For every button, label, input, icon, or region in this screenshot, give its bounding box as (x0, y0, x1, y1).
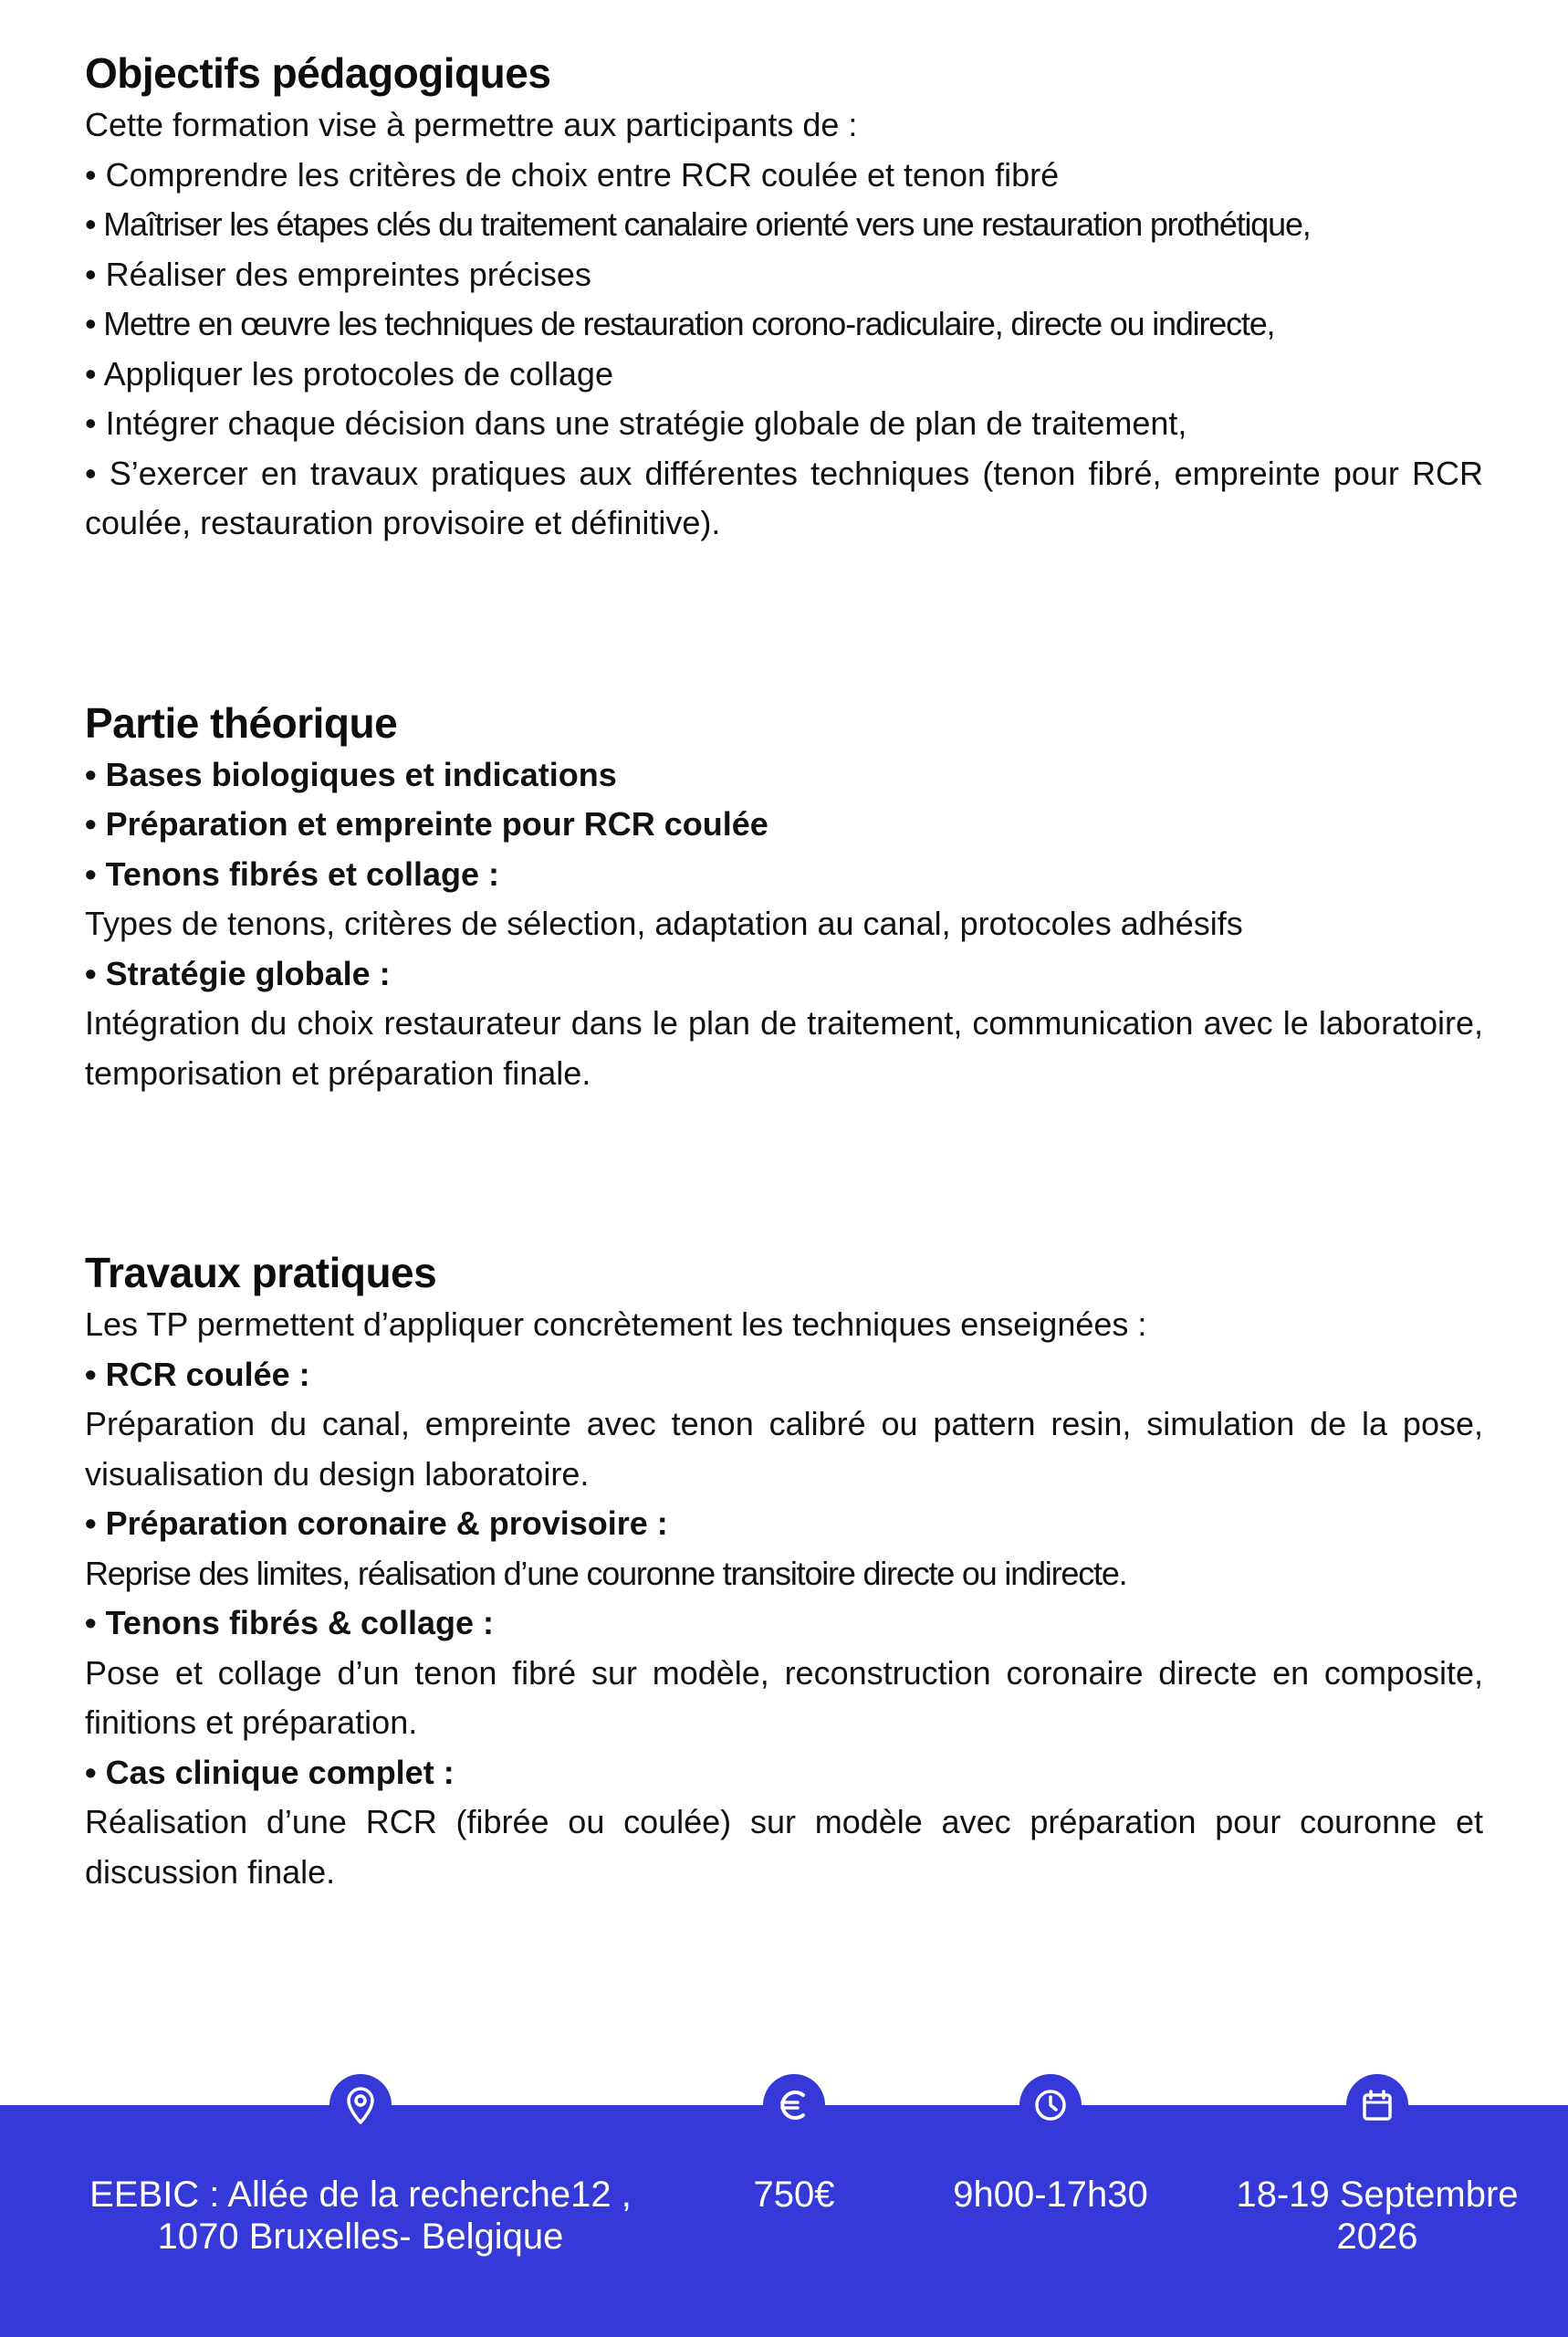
item-text: Types de tenons, critères de sélection, adaptation au canal, protocoles adhésifs (85, 905, 1243, 942)
date-line: 18-19 Septembre (1236, 2175, 1519, 2215)
hours-text: 9h00-17h30 (953, 2175, 1148, 2215)
list-item: • Appliquer les protocoles de collage (85, 354, 613, 393)
price-text: 750€ (753, 2175, 835, 2215)
list-item: • Intégrer chaque décision dans une stratégie globale de plan de traitement, (85, 404, 1187, 442)
list-item: • Mettre en œuvre les techniques de restauration corono-radiculaire, directe ou indirecte, (85, 305, 1275, 342)
list-item: • Maîtriser les étapes clés du traitement canalaire orienté vers une restauration prothétique, (85, 205, 1311, 243)
pratiques-section (85, 1245, 1483, 1897)
date-line: 2026 (1336, 2216, 1418, 2257)
section-title: Objectifs pédagogiques (85, 49, 551, 97)
location-line: 1070 Bruxelles- Belgique (157, 2216, 564, 2257)
intro-text: Cette formation vise à permettre aux participants de : (85, 106, 858, 143)
calendar-icon (1346, 2074, 1408, 2136)
hours-block (931, 2105, 1170, 2337)
item-text: Préparation du canal, empreinte avec tenon calibré ou pattern resin, simulation de la pose, visualisation du design laboratoire. (85, 1405, 1483, 1493)
section-title: Travaux pratiques (85, 1249, 437, 1296)
item-heading: • Préparation et empreinte pour RCR coulée (85, 805, 768, 843)
item-heading: • Stratégie globale : (85, 954, 391, 992)
item-heading: • Cas clinique complet : (85, 1753, 455, 1791)
intro-text: Les TP permettent d’appliquer concrètement les techniques enseignées : (85, 1305, 1147, 1343)
list-item: • Comprendre les critères de choix entre RCR coulée et tenon fibré (85, 155, 1060, 194)
clock-icon (1019, 2074, 1082, 2136)
item-heading: • Préparation coronaire & provisoire : (85, 1504, 668, 1542)
item-text: Pose et collage d’un tenon fibré sur modèle, reconstruction coronaire directe en composite, finitions et préparation. (85, 1653, 1483, 1741)
theorique-section (85, 696, 1483, 1099)
item-text: Intégration du choix restaurateur dans le plan de traitement, communication avec le laboratoire, temporisation et préparation finale. (85, 1004, 1483, 1092)
item-text: Reprise des limites, réalisation d’une couronne transitoire directe ou indirecte. (85, 1554, 1127, 1592)
item-text: Réalisation d’une RCR (fibrée ou coulée) sur modèle avec préparation pour couronne et discussion finale. (85, 1803, 1483, 1891)
section-title: Partie théorique (85, 698, 398, 747)
location-pin-icon (329, 2074, 392, 2136)
item-heading: • Tenons fibrés & collage : (85, 1604, 495, 1641)
date-block (1205, 2105, 1550, 2337)
list-item: • S’exercer en travaux pratiques aux différentes techniques (tenon fibré, empreinte pour RCR coulée, restauration provisoire et définitive). (85, 454, 1483, 541)
list-item: • Réaliser des empreintes précises (85, 255, 591, 293)
location-block (55, 2105, 666, 2337)
document-body (85, 46, 1483, 1897)
location-line: EEBIC : Allée de la recherche12 , (89, 2175, 632, 2215)
euro-icon (763, 2074, 825, 2136)
item-heading: • Tenons fibrés et collage : (85, 854, 500, 893)
item-heading: • RCR coulée : (85, 1355, 310, 1393)
item-heading: • Bases biologiques et indications (85, 755, 617, 793)
objectifs-section (85, 46, 1483, 549)
price-block (703, 2105, 885, 2337)
info-footer (0, 2105, 1568, 2337)
